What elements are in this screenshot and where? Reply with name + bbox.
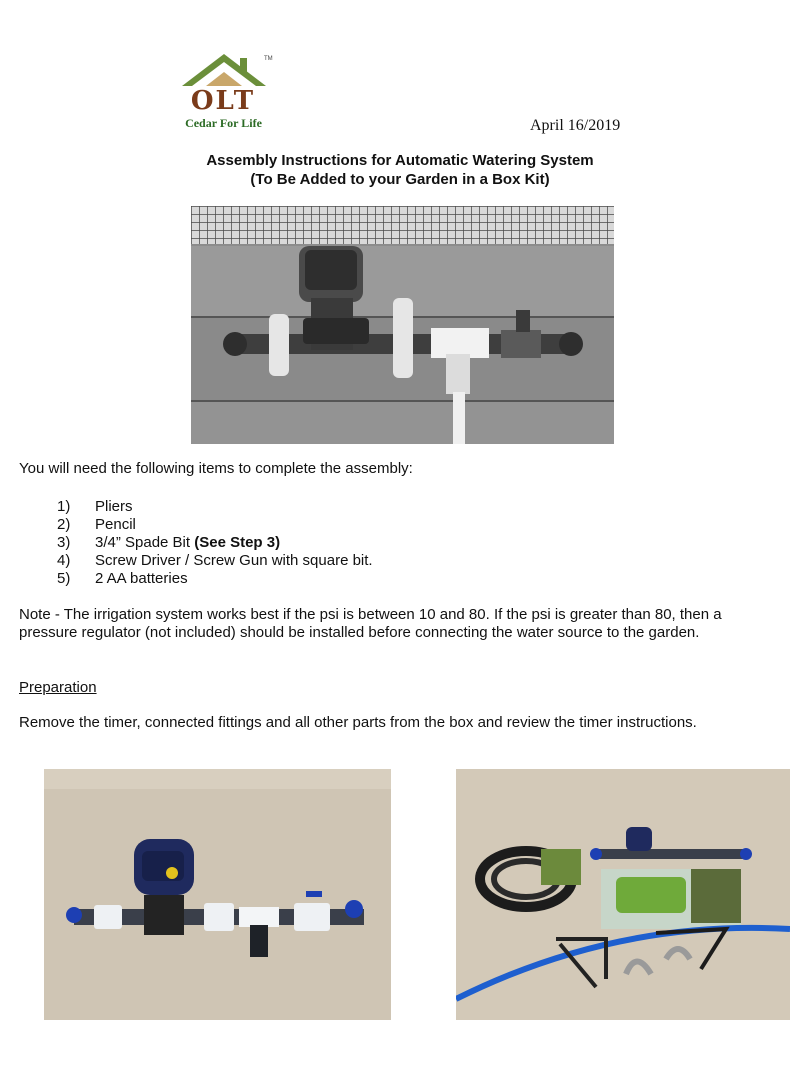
document-title bbox=[150, 151, 650, 189]
list-item: 3) 3/4” Spade Bit (See Step 3) bbox=[57, 534, 281, 551]
required-items-list bbox=[57, 498, 373, 588]
assembled-system-photo bbox=[191, 206, 614, 444]
intro-text: You will need the following items to complete the assembly: bbox=[19, 460, 413, 477]
logo-tagline: Cedar For Life bbox=[185, 116, 262, 130]
psi-note bbox=[19, 606, 722, 642]
see-step-reference: (See Step 3) bbox=[194, 534, 281, 551]
trademark-mark: TM bbox=[264, 56, 273, 62]
note-line-1: Note - The irrigation system works best if the psi is between 10 and 80. If the psi is greater than 80, then a bbox=[19, 606, 722, 623]
kit-parts-photo bbox=[456, 769, 790, 1020]
title-line-1: Assembly Instructions for Automatic Watering System bbox=[206, 152, 594, 169]
list-item: 2) Pencil bbox=[57, 516, 136, 533]
list-item: 4) Screw Driver / Screw Gun with square bit. bbox=[57, 552, 373, 569]
house-roof-icon bbox=[176, 50, 276, 90]
preparation-text: Remove the timer, connected fittings and all other parts from the box and review the timer instructions. bbox=[19, 714, 697, 731]
note-line-2: pressure regulator (not included) should be installed before connecting the water source to the garden. bbox=[19, 624, 700, 641]
company-logo bbox=[176, 50, 276, 132]
list-item: 1) Pliers bbox=[57, 498, 133, 515]
list-item: 5) 2 AA batteries bbox=[57, 570, 188, 587]
document-date: April 16/2019 bbox=[530, 117, 621, 134]
logo-name: OLT bbox=[190, 86, 256, 116]
title-line-2: (To Be Added to your Garden in a Box Kit) bbox=[250, 171, 550, 188]
timer-fittings-photo bbox=[44, 769, 391, 1020]
preparation-heading: Preparation bbox=[19, 679, 97, 696]
